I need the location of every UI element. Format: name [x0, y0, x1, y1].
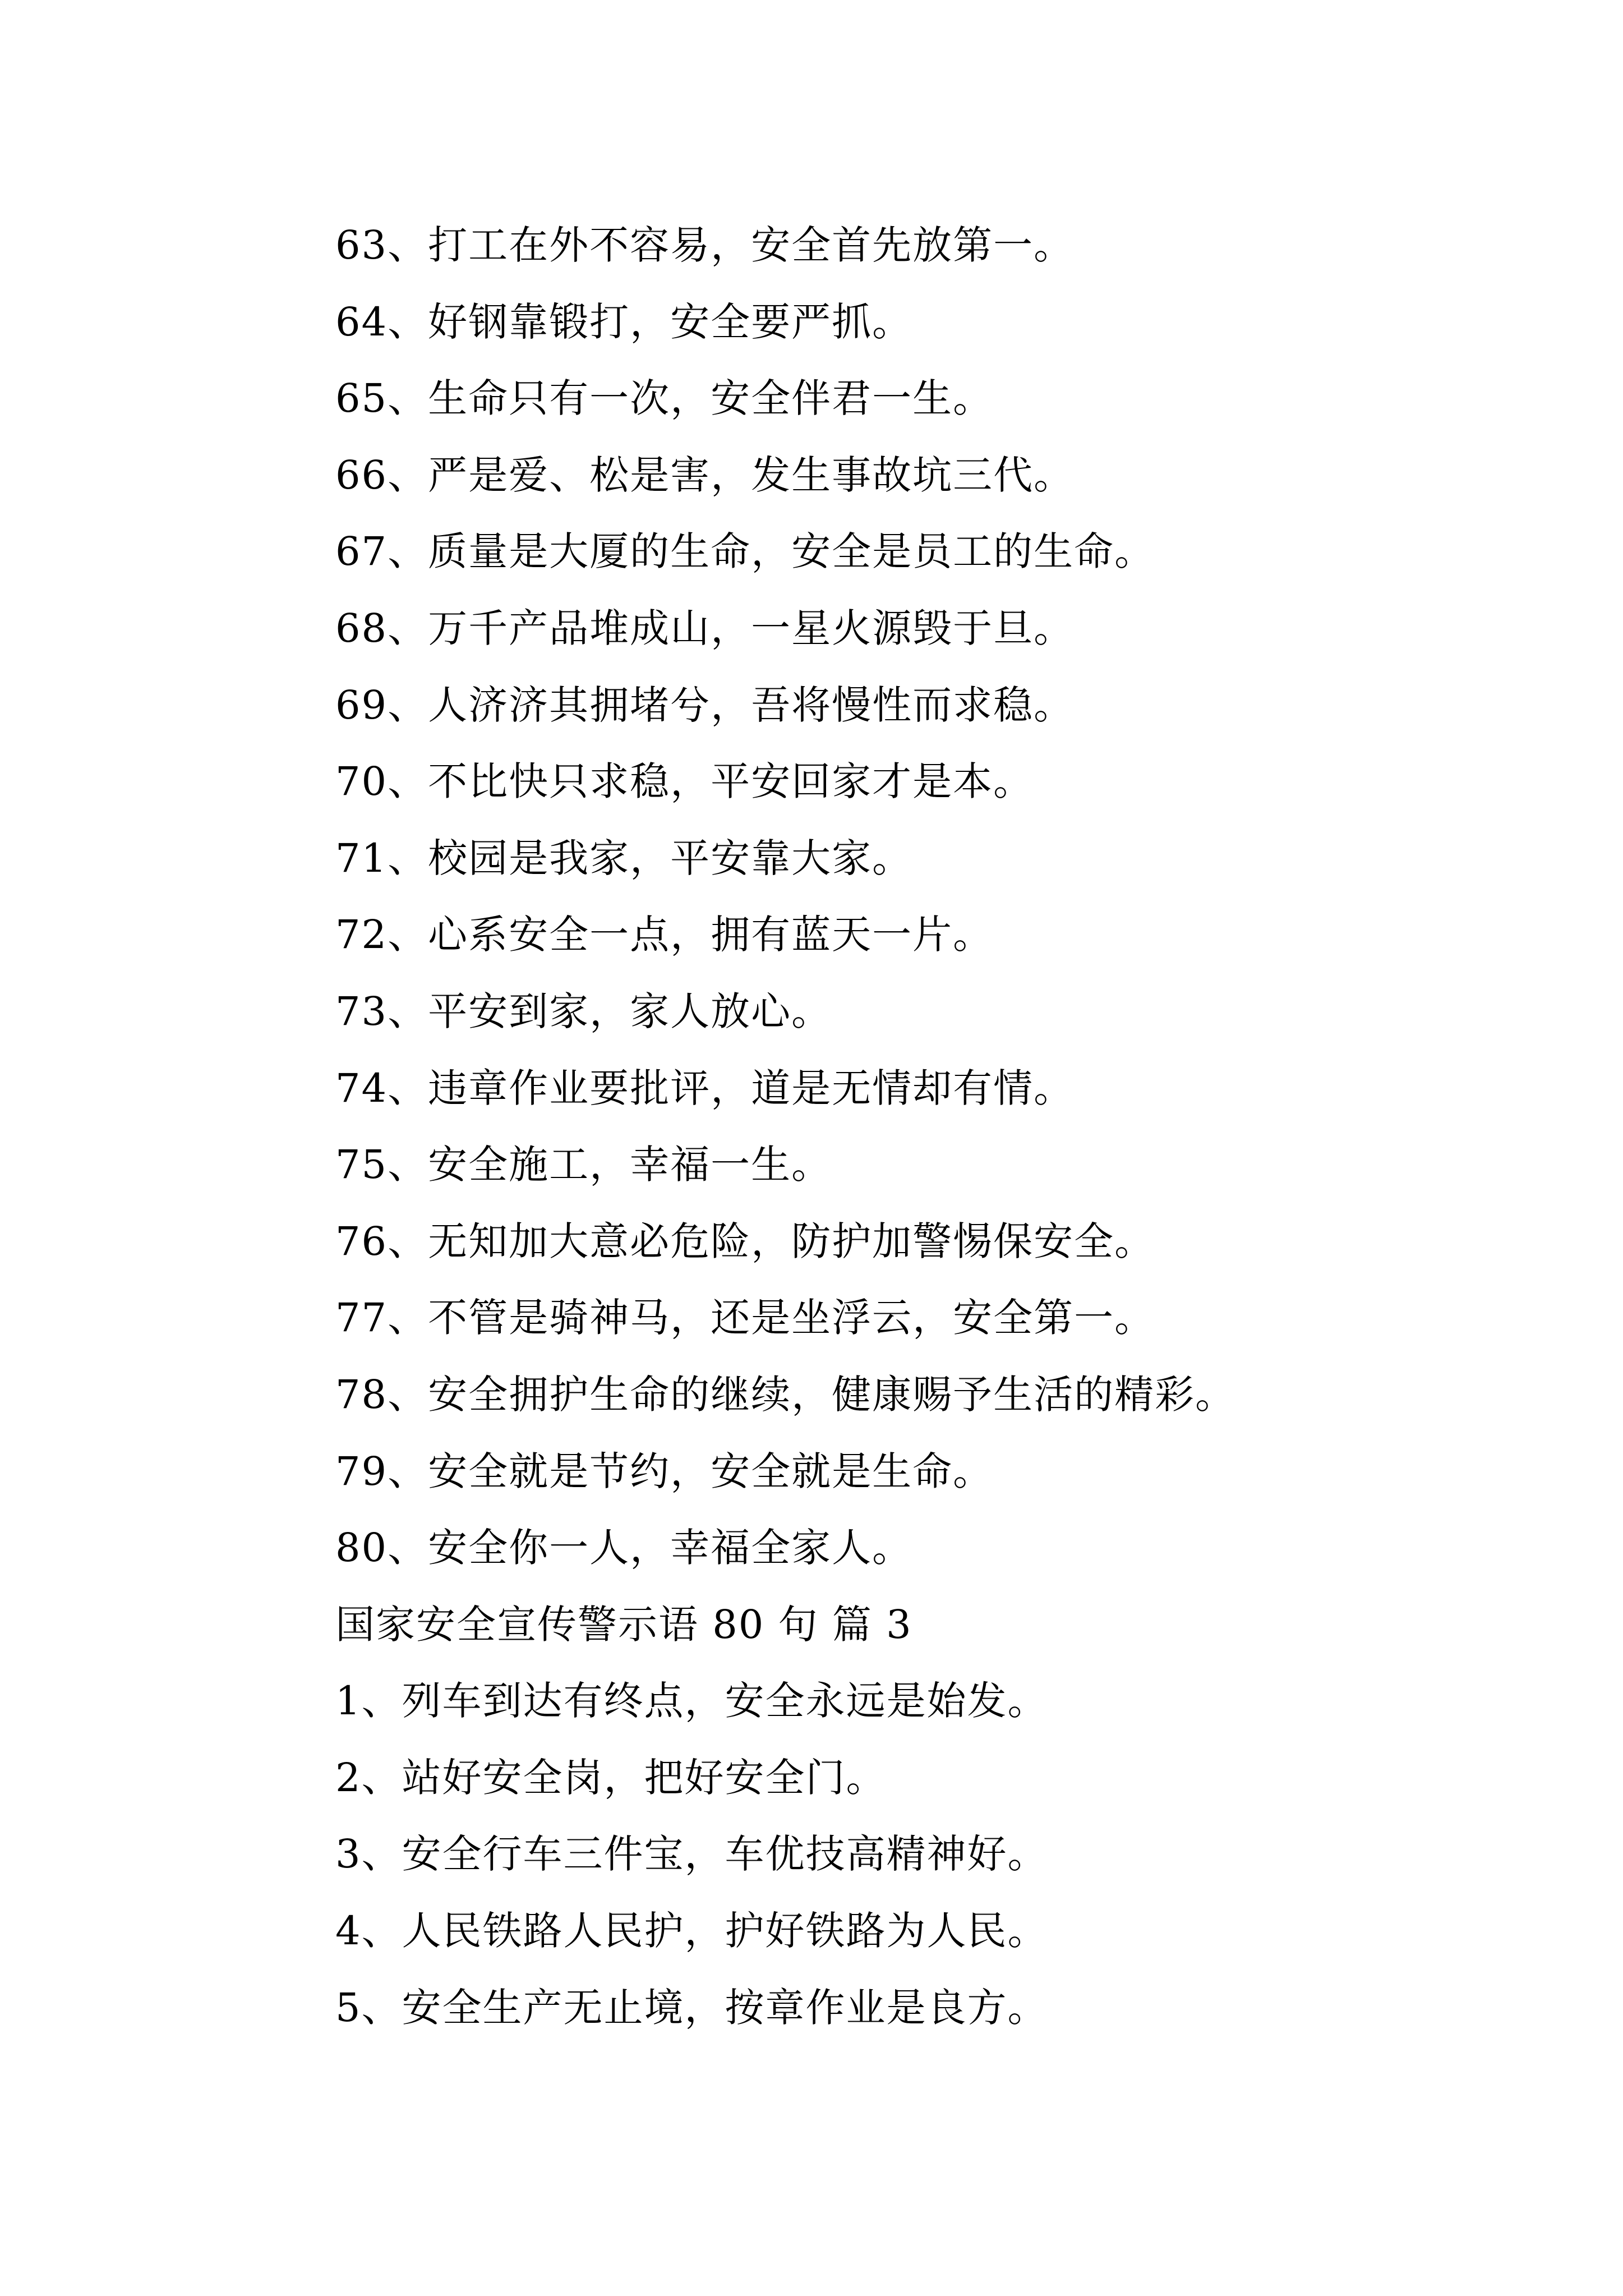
list-item: 69、人济济其拥堵兮，吾将慢性而求稳。: [335, 682, 1075, 728]
list-item: 4、人民铁路人民护，护好铁路为人民。: [335, 1908, 1048, 1954]
list-item: 65、生命只有一次，安全伴君一生。: [335, 375, 994, 422]
list-item: 79、安全就是节约，安全就是生命。: [335, 1448, 994, 1494]
list-item: 72、心系安全一点，拥有蓝天一片。: [335, 912, 994, 958]
list-item: 3、安全行车三件宝，车优技高精神好。: [335, 1831, 1048, 1878]
list-item: 74、违章作业要批评，道是无情却有情。: [335, 1065, 1075, 1111]
list-item: 67、质量是大厦的生命，安全是员工的生命。: [335, 528, 1155, 575]
section-heading: 国家安全宣传警示语 80 句 篇 3: [335, 1601, 912, 1648]
list-item: 5、安全生产无止境，按章作业是良方。: [335, 1984, 1048, 2031]
list-item: 63、打工在外不容易，安全首先放第一。: [335, 222, 1075, 268]
list-item: 70、不比快只求稳，平安回家才是本。: [335, 758, 1034, 805]
list-item: 75、安全施工，幸福一生。: [335, 1142, 832, 1188]
list-item: 64、好钢靠锻打，安全要严抓。: [335, 298, 913, 345]
list-item: 73、平安到家，家人放心。: [335, 988, 832, 1034]
list-item: 77、不管是骑神马，还是坐浮云，安全第一。: [335, 1295, 1155, 1341]
document-body: [335, 211, 1485, 2050]
list-item: 1、列车到达有终点，安全永远是始发。: [335, 1678, 1048, 1724]
list-item: 76、无知加大意必危险，防护加警惕保安全。: [335, 1218, 1155, 1264]
list-item: 71、校园是我家，平安靠大家。: [335, 835, 913, 881]
list-item: 2、站好安全岗，把好安全门。: [335, 1754, 887, 1801]
list-item: 78、安全拥护生命的继续，健康赐予生活的精彩。: [335, 1371, 1236, 1418]
list-item: 66、严是爱、松是害，发生事故坑三代。: [335, 452, 1075, 498]
list-item: 68、万千产品堆成山，一星火源毁于旦。: [335, 605, 1075, 651]
list-item: 80、安全你一人，幸福全家人。: [335, 1525, 913, 1571]
